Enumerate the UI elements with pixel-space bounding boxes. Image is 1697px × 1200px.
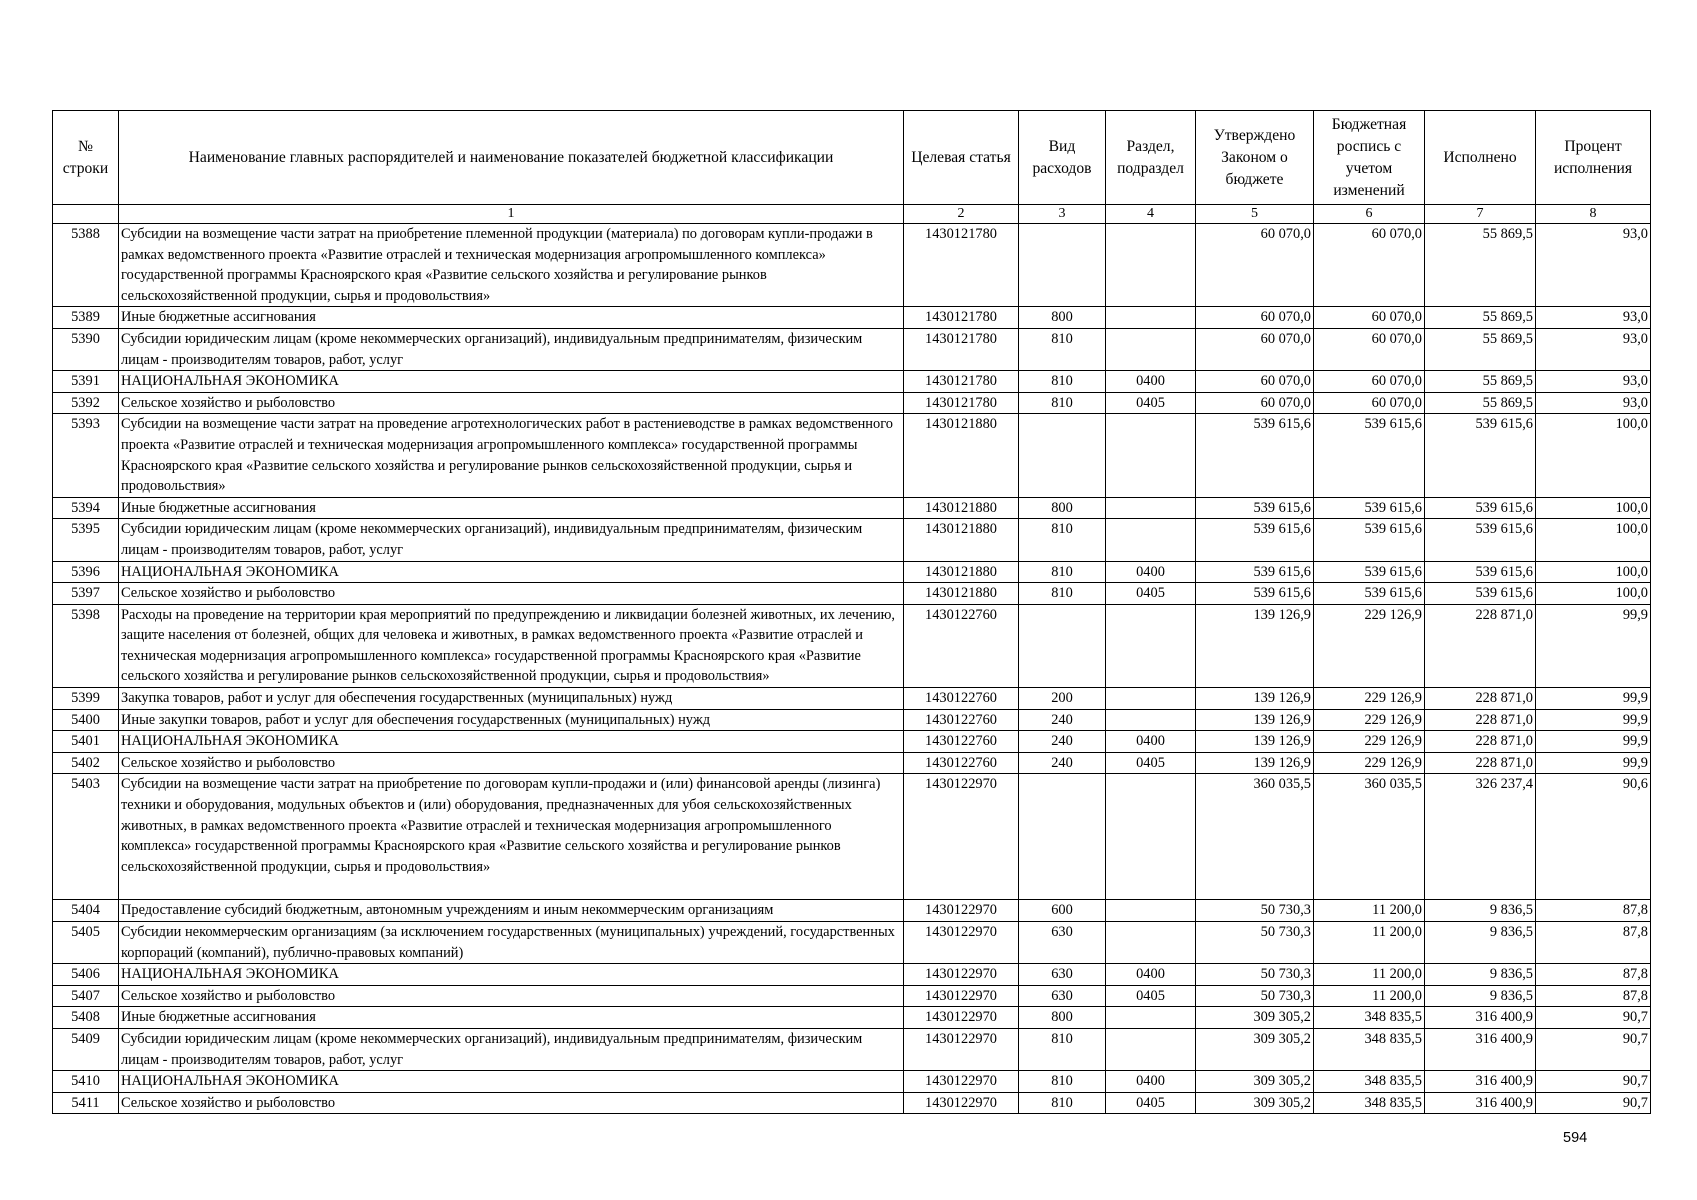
cell-target-article: 1430121880 bbox=[904, 414, 1019, 497]
cell-row-number: 5396 bbox=[53, 561, 119, 583]
cell-target-article: 1430122970 bbox=[904, 1092, 1019, 1114]
cell-percent: 90,7 bbox=[1536, 1028, 1651, 1070]
cell-executed: 228 871,0 bbox=[1425, 604, 1536, 687]
cell-expense-kind: 630 bbox=[1019, 922, 1106, 964]
cell-row-number: 5395 bbox=[53, 519, 119, 561]
column-number: 6 bbox=[1314, 205, 1425, 224]
cell-row-number: 5406 bbox=[53, 964, 119, 986]
cell-executed: 539 615,6 bbox=[1425, 583, 1536, 605]
cell-approved: 139 126,9 bbox=[1196, 604, 1314, 687]
cell-target-article: 1430121780 bbox=[904, 328, 1019, 370]
page-number: 594 bbox=[1563, 1130, 1588, 1146]
table-row bbox=[53, 561, 1651, 583]
column-number: 8 bbox=[1536, 205, 1651, 224]
cell-percent: 100,0 bbox=[1536, 519, 1651, 561]
cell-budget-schedule: 348 835,5 bbox=[1314, 1071, 1425, 1093]
cell-section bbox=[1106, 709, 1196, 731]
cell-section bbox=[1106, 328, 1196, 370]
cell-name: Предоставление субсидий бюджетным, автономным учреждениям и иным некоммерческим организациям bbox=[119, 900, 904, 922]
cell-approved: 539 615,6 bbox=[1196, 497, 1314, 519]
cell-section bbox=[1106, 604, 1196, 687]
column-number: 1 bbox=[119, 205, 904, 224]
cell-executed: 55 869,5 bbox=[1425, 307, 1536, 329]
cell-name: НАЦИОНАЛЬНАЯ ЭКОНОМИКА bbox=[119, 1071, 904, 1093]
table-row bbox=[53, 519, 1651, 561]
cell-name: Иные бюджетные ассигнования bbox=[119, 497, 904, 519]
cell-name: Иные бюджетные ассигнования bbox=[119, 307, 904, 329]
cell-budget-schedule: 539 615,6 bbox=[1314, 414, 1425, 497]
cell-executed: 55 869,5 bbox=[1425, 392, 1536, 414]
cell-budget-schedule: 11 200,0 bbox=[1314, 985, 1425, 1007]
cell-executed: 316 400,9 bbox=[1425, 1071, 1536, 1093]
cell-budget-schedule: 539 615,6 bbox=[1314, 583, 1425, 605]
cell-name: Сельское хозяйство и рыболовство bbox=[119, 392, 904, 414]
cell-section bbox=[1106, 774, 1196, 900]
cell-budget-schedule: 539 615,6 bbox=[1314, 519, 1425, 561]
cell-expense-kind: 810 bbox=[1019, 583, 1106, 605]
table-row bbox=[53, 964, 1651, 986]
column-number bbox=[53, 205, 119, 224]
cell-percent: 93,0 bbox=[1536, 307, 1651, 329]
cell-row-number: 5397 bbox=[53, 583, 119, 605]
cell-executed: 55 869,5 bbox=[1425, 224, 1536, 307]
cell-section: 0405 bbox=[1106, 1092, 1196, 1114]
cell-section bbox=[1106, 688, 1196, 710]
cell-approved: 309 305,2 bbox=[1196, 1092, 1314, 1114]
cell-percent: 100,0 bbox=[1536, 561, 1651, 583]
cell-budget-schedule: 229 126,9 bbox=[1314, 709, 1425, 731]
cell-approved: 139 126,9 bbox=[1196, 688, 1314, 710]
cell-expense-kind: 600 bbox=[1019, 900, 1106, 922]
cell-executed: 326 237,4 bbox=[1425, 774, 1536, 900]
header-row-number: № строки bbox=[53, 111, 119, 205]
table-row bbox=[53, 1071, 1651, 1093]
cell-name: Субсидии юридическим лицам (кроме некоммерческих организаций), индивидуальным предпринимателям, физическим лицам - производителям товаров, работ, услуг bbox=[119, 1028, 904, 1070]
cell-executed: 228 871,0 bbox=[1425, 731, 1536, 753]
cell-expense-kind bbox=[1019, 774, 1106, 900]
cell-approved: 139 126,9 bbox=[1196, 731, 1314, 753]
cell-section: 0400 bbox=[1106, 561, 1196, 583]
cell-executed: 9 836,5 bbox=[1425, 964, 1536, 986]
cell-target-article: 1430121880 bbox=[904, 519, 1019, 561]
cell-executed: 228 871,0 bbox=[1425, 709, 1536, 731]
cell-expense-kind: 810 bbox=[1019, 371, 1106, 393]
header-approved: Утверждено Законом о бюджете bbox=[1196, 111, 1314, 205]
cell-target-article: 1430122970 bbox=[904, 774, 1019, 900]
cell-target-article: 1430122760 bbox=[904, 731, 1019, 753]
cell-expense-kind: 810 bbox=[1019, 1028, 1106, 1070]
cell-approved: 60 070,0 bbox=[1196, 224, 1314, 307]
cell-expense-kind: 810 bbox=[1019, 328, 1106, 370]
cell-percent: 93,0 bbox=[1536, 371, 1651, 393]
cell-expense-kind: 630 bbox=[1019, 964, 1106, 986]
cell-target-article: 1430122760 bbox=[904, 709, 1019, 731]
cell-name: Закупка товаров, работ и услуг для обеспечения государственных (муниципальных) нужд bbox=[119, 688, 904, 710]
cell-budget-schedule: 539 615,6 bbox=[1314, 561, 1425, 583]
cell-expense-kind: 810 bbox=[1019, 519, 1106, 561]
column-number: 2 bbox=[904, 205, 1019, 224]
cell-name: Сельское хозяйство и рыболовство bbox=[119, 1092, 904, 1114]
cell-expense-kind bbox=[1019, 414, 1106, 497]
cell-target-article: 1430121780 bbox=[904, 224, 1019, 307]
cell-section: 0405 bbox=[1106, 392, 1196, 414]
cell-approved: 360 035,5 bbox=[1196, 774, 1314, 900]
cell-percent: 99,9 bbox=[1536, 752, 1651, 774]
cell-target-article: 1430121880 bbox=[904, 561, 1019, 583]
cell-percent: 93,0 bbox=[1536, 328, 1651, 370]
cell-name: Сельское хозяйство и рыболовство bbox=[119, 985, 904, 1007]
cell-name: Сельское хозяйство и рыболовство bbox=[119, 752, 904, 774]
table-row bbox=[53, 604, 1651, 687]
cell-row-number: 5402 bbox=[53, 752, 119, 774]
cell-budget-schedule: 229 126,9 bbox=[1314, 752, 1425, 774]
cell-expense-kind: 810 bbox=[1019, 1092, 1106, 1114]
cell-row-number: 5410 bbox=[53, 1071, 119, 1093]
cell-budget-schedule: 60 070,0 bbox=[1314, 328, 1425, 370]
cell-approved: 50 730,3 bbox=[1196, 985, 1314, 1007]
budget-execution-table bbox=[52, 110, 1651, 1114]
cell-budget-schedule: 11 200,0 bbox=[1314, 964, 1425, 986]
cell-executed: 9 836,5 bbox=[1425, 985, 1536, 1007]
cell-budget-schedule: 229 126,9 bbox=[1314, 604, 1425, 687]
cell-expense-kind: 240 bbox=[1019, 731, 1106, 753]
header-executed: Исполнено bbox=[1425, 111, 1536, 205]
cell-expense-kind: 200 bbox=[1019, 688, 1106, 710]
cell-row-number: 5398 bbox=[53, 604, 119, 687]
cell-expense-kind: 800 bbox=[1019, 307, 1106, 329]
cell-approved: 60 070,0 bbox=[1196, 307, 1314, 329]
cell-percent: 93,0 bbox=[1536, 224, 1651, 307]
cell-section bbox=[1106, 414, 1196, 497]
cell-row-number: 5391 bbox=[53, 371, 119, 393]
cell-executed: 228 871,0 bbox=[1425, 688, 1536, 710]
cell-target-article: 1430122760 bbox=[904, 688, 1019, 710]
column-number: 5 bbox=[1196, 205, 1314, 224]
cell-name: Субсидии на возмещение части затрат на проведение агротехнологических работ в растениеводстве в рамках ведомственного проекта «Развитие отраслей и техническая модернизация агропромышленного комплекса» государственной программы Красноярского края «Развитие сельского хозяйства и регулирование рынков сельскохозяйственной продукции, сырья и продовольствия» bbox=[119, 414, 904, 497]
cell-target-article: 1430122760 bbox=[904, 604, 1019, 687]
header-budget-schedule: Бюджетная роспись с учетом изменений bbox=[1314, 111, 1425, 205]
table-row bbox=[53, 774, 1651, 900]
table-row bbox=[53, 922, 1651, 964]
cell-target-article: 1430122970 bbox=[904, 985, 1019, 1007]
cell-section bbox=[1106, 900, 1196, 922]
cell-target-article: 1430122970 bbox=[904, 1028, 1019, 1070]
cell-row-number: 5411 bbox=[53, 1092, 119, 1114]
table-row bbox=[53, 752, 1651, 774]
cell-name: Расходы на проведение на территории края мероприятий по предупреждению и ликвидации болезней животных, их лечению, защите населения от болезней, общих для человека и животных, в рамках ведомственного проекта «Развитие отраслей и техническая модернизация агропромышленного комплекса» государственной программы Красноярского края «Развитие сельского хозяйства и регулирование рынков сельскохозяйственной продукции, сырья и продовольствия» bbox=[119, 604, 904, 687]
cell-executed: 228 871,0 bbox=[1425, 752, 1536, 774]
cell-approved: 139 126,9 bbox=[1196, 709, 1314, 731]
cell-percent: 90,7 bbox=[1536, 1092, 1651, 1114]
cell-budget-schedule: 60 070,0 bbox=[1314, 371, 1425, 393]
cell-target-article: 1430122970 bbox=[904, 1007, 1019, 1029]
table-row bbox=[53, 583, 1651, 605]
cell-percent: 87,8 bbox=[1536, 922, 1651, 964]
cell-section bbox=[1106, 224, 1196, 307]
column-number-row bbox=[53, 205, 1651, 224]
cell-section bbox=[1106, 307, 1196, 329]
cell-row-number: 5400 bbox=[53, 709, 119, 731]
cell-expense-kind: 810 bbox=[1019, 392, 1106, 414]
table-row bbox=[53, 224, 1651, 307]
cell-expense-kind: 810 bbox=[1019, 1071, 1106, 1093]
cell-section: 0400 bbox=[1106, 731, 1196, 753]
cell-executed: 316 400,9 bbox=[1425, 1007, 1536, 1029]
table-row bbox=[53, 328, 1651, 370]
cell-expense-kind bbox=[1019, 224, 1106, 307]
cell-target-article: 1430121780 bbox=[904, 307, 1019, 329]
header-expense-kind: Вид расходов bbox=[1019, 111, 1106, 205]
cell-name: НАЦИОНАЛЬНАЯ ЭКОНОМИКА bbox=[119, 561, 904, 583]
cell-section: 0400 bbox=[1106, 1071, 1196, 1093]
cell-target-article: 1430121880 bbox=[904, 583, 1019, 605]
cell-expense-kind bbox=[1019, 604, 1106, 687]
cell-expense-kind: 240 bbox=[1019, 752, 1106, 774]
cell-target-article: 1430121780 bbox=[904, 392, 1019, 414]
cell-executed: 55 869,5 bbox=[1425, 371, 1536, 393]
cell-executed: 316 400,9 bbox=[1425, 1092, 1536, 1114]
cell-approved: 309 305,2 bbox=[1196, 1007, 1314, 1029]
table-row bbox=[53, 985, 1651, 1007]
cell-row-number: 5404 bbox=[53, 900, 119, 922]
cell-percent: 90,7 bbox=[1536, 1007, 1651, 1029]
cell-budget-schedule: 348 835,5 bbox=[1314, 1092, 1425, 1114]
cell-budget-schedule: 348 835,5 bbox=[1314, 1007, 1425, 1029]
header-section: Раздел, подраздел bbox=[1106, 111, 1196, 205]
table-row bbox=[53, 709, 1651, 731]
cell-section: 0400 bbox=[1106, 371, 1196, 393]
cell-name: Субсидии юридическим лицам (кроме некоммерческих организаций), индивидуальным предпринимателям, физическим лицам - производителям товаров, работ, услуг bbox=[119, 328, 904, 370]
cell-budget-schedule: 360 035,5 bbox=[1314, 774, 1425, 900]
cell-percent: 87,8 bbox=[1536, 985, 1651, 1007]
cell-budget-schedule: 539 615,6 bbox=[1314, 497, 1425, 519]
cell-section bbox=[1106, 519, 1196, 561]
cell-approved: 50 730,3 bbox=[1196, 922, 1314, 964]
cell-executed: 539 615,6 bbox=[1425, 519, 1536, 561]
cell-section: 0405 bbox=[1106, 752, 1196, 774]
cell-percent: 99,9 bbox=[1536, 709, 1651, 731]
cell-executed: 539 615,6 bbox=[1425, 414, 1536, 497]
table-row bbox=[53, 1007, 1651, 1029]
table-row bbox=[53, 1028, 1651, 1070]
cell-executed: 9 836,5 bbox=[1425, 900, 1536, 922]
cell-row-number: 5388 bbox=[53, 224, 119, 307]
cell-expense-kind: 800 bbox=[1019, 1007, 1106, 1029]
cell-target-article: 1430121780 bbox=[904, 371, 1019, 393]
cell-approved: 539 615,6 bbox=[1196, 561, 1314, 583]
column-number: 3 bbox=[1019, 205, 1106, 224]
cell-expense-kind: 810 bbox=[1019, 561, 1106, 583]
cell-name: НАЦИОНАЛЬНАЯ ЭКОНОМИКА bbox=[119, 731, 904, 753]
cell-percent: 99,9 bbox=[1536, 604, 1651, 687]
table-row bbox=[53, 392, 1651, 414]
header-name: Наименование главных распорядителей и наименование показателей бюджетной классификации bbox=[119, 111, 904, 205]
cell-executed: 9 836,5 bbox=[1425, 922, 1536, 964]
cell-section bbox=[1106, 922, 1196, 964]
cell-approved: 309 305,2 bbox=[1196, 1028, 1314, 1070]
cell-name: НАЦИОНАЛЬНАЯ ЭКОНОМИКА bbox=[119, 371, 904, 393]
cell-percent: 87,8 bbox=[1536, 964, 1651, 986]
cell-budget-schedule: 229 126,9 bbox=[1314, 688, 1425, 710]
cell-percent: 87,8 bbox=[1536, 900, 1651, 922]
cell-executed: 316 400,9 bbox=[1425, 1028, 1536, 1070]
cell-percent: 90,7 bbox=[1536, 1071, 1651, 1093]
table-row bbox=[53, 414, 1651, 497]
cell-section: 0400 bbox=[1106, 964, 1196, 986]
cell-name: Иные бюджетные ассигнования bbox=[119, 1007, 904, 1029]
cell-section: 0405 bbox=[1106, 985, 1196, 1007]
cell-budget-schedule: 11 200,0 bbox=[1314, 922, 1425, 964]
cell-budget-schedule: 60 070,0 bbox=[1314, 307, 1425, 329]
cell-row-number: 5409 bbox=[53, 1028, 119, 1070]
cell-budget-schedule: 11 200,0 bbox=[1314, 900, 1425, 922]
cell-row-number: 5392 bbox=[53, 392, 119, 414]
cell-percent: 93,0 bbox=[1536, 392, 1651, 414]
cell-approved: 50 730,3 bbox=[1196, 900, 1314, 922]
cell-name: Сельское хозяйство и рыболовство bbox=[119, 583, 904, 605]
cell-section bbox=[1106, 497, 1196, 519]
cell-approved: 539 615,6 bbox=[1196, 414, 1314, 497]
cell-approved: 539 615,6 bbox=[1196, 519, 1314, 561]
cell-executed: 55 869,5 bbox=[1425, 328, 1536, 370]
cell-expense-kind: 240 bbox=[1019, 709, 1106, 731]
cell-percent: 100,0 bbox=[1536, 414, 1651, 497]
cell-target-article: 1430122970 bbox=[904, 922, 1019, 964]
cell-name: Субсидии на возмещение части затрат на приобретение по договорам купли-продажи и (или) финансовой аренды (лизинга) техники и оборудования, модульных объектов и (или) оборудования, предназначенных для убоя сельскохозяйственных животных, в рамках ведомственного проекта «Развитие отраслей и техническая модернизация агропромышленного комплекса» государственной программы Красноярского края «Развитие сельского хозяйства и регулирование рынков сельскохозяйственной продукции, сырья и продовольствия» bbox=[119, 774, 904, 900]
table-row bbox=[53, 371, 1651, 393]
cell-row-number: 5393 bbox=[53, 414, 119, 497]
column-number: 7 bbox=[1425, 205, 1536, 224]
cell-target-article: 1430122970 bbox=[904, 900, 1019, 922]
cell-row-number: 5401 bbox=[53, 731, 119, 753]
table-row bbox=[53, 731, 1651, 753]
cell-section: 0405 bbox=[1106, 583, 1196, 605]
cell-row-number: 5408 bbox=[53, 1007, 119, 1029]
cell-row-number: 5405 bbox=[53, 922, 119, 964]
table-row bbox=[53, 688, 1651, 710]
table-row bbox=[53, 497, 1651, 519]
table-row bbox=[53, 307, 1651, 329]
cell-percent: 99,9 bbox=[1536, 731, 1651, 753]
column-number: 4 bbox=[1106, 205, 1196, 224]
cell-name: Субсидии некоммерческим организациям (за исключением государственных (муниципальных) учреждений, государственных корпораций (компаний), публично-правовых компаний) bbox=[119, 922, 904, 964]
cell-row-number: 5407 bbox=[53, 985, 119, 1007]
cell-row-number: 5403 bbox=[53, 774, 119, 900]
cell-row-number: 5399 bbox=[53, 688, 119, 710]
cell-name: Иные закупки товаров, работ и услуг для обеспечения государственных (муниципальных) нужд bbox=[119, 709, 904, 731]
cell-budget-schedule: 60 070,0 bbox=[1314, 224, 1425, 307]
table-header bbox=[53, 111, 1651, 205]
cell-approved: 60 070,0 bbox=[1196, 371, 1314, 393]
cell-budget-schedule: 348 835,5 bbox=[1314, 1028, 1425, 1070]
cell-approved: 139 126,9 bbox=[1196, 752, 1314, 774]
table-body bbox=[53, 205, 1651, 1114]
header-target-article: Целевая статья bbox=[904, 111, 1019, 205]
cell-approved: 539 615,6 bbox=[1196, 583, 1314, 605]
cell-percent: 99,9 bbox=[1536, 688, 1651, 710]
cell-target-article: 1430122970 bbox=[904, 1071, 1019, 1093]
cell-percent: 100,0 bbox=[1536, 583, 1651, 605]
cell-row-number: 5389 bbox=[53, 307, 119, 329]
cell-name: НАЦИОНАЛЬНАЯ ЭКОНОМИКА bbox=[119, 964, 904, 986]
cell-approved: 60 070,0 bbox=[1196, 392, 1314, 414]
cell-name: Субсидии на возмещение части затрат на приобретение племенной продукции (материала) по договорам купли-продажи в рамках ведомственного проекта «Развитие отраслей и техническая модернизация агропромышленного комплекса» государственной программы Красноярского края «Развитие сельского хозяйства и регулирование рынков сельскохозяйственной продукции, сырья и продовольствия» bbox=[119, 224, 904, 307]
cell-budget-schedule: 60 070,0 bbox=[1314, 392, 1425, 414]
cell-target-article: 1430121880 bbox=[904, 497, 1019, 519]
cell-section bbox=[1106, 1028, 1196, 1070]
cell-executed: 539 615,6 bbox=[1425, 497, 1536, 519]
cell-target-article: 1430122760 bbox=[904, 752, 1019, 774]
cell-percent: 100,0 bbox=[1536, 497, 1651, 519]
header-percent: Процент исполнения bbox=[1536, 111, 1651, 205]
table-row bbox=[53, 900, 1651, 922]
cell-percent: 90,6 bbox=[1536, 774, 1651, 900]
cell-budget-schedule: 229 126,9 bbox=[1314, 731, 1425, 753]
cell-approved: 309 305,2 bbox=[1196, 1071, 1314, 1093]
cell-approved: 60 070,0 bbox=[1196, 328, 1314, 370]
cell-executed: 539 615,6 bbox=[1425, 561, 1536, 583]
table-row bbox=[53, 1092, 1651, 1114]
cell-section bbox=[1106, 1007, 1196, 1029]
cell-row-number: 5390 bbox=[53, 328, 119, 370]
cell-name: Субсидии юридическим лицам (кроме некоммерческих организаций), индивидуальным предпринимателям, физическим лицам - производителям товаров, работ, услуг bbox=[119, 519, 904, 561]
cell-expense-kind: 630 bbox=[1019, 985, 1106, 1007]
cell-expense-kind: 800 bbox=[1019, 497, 1106, 519]
cell-target-article: 1430122970 bbox=[904, 964, 1019, 986]
cell-row-number: 5394 bbox=[53, 497, 119, 519]
cell-approved: 50 730,3 bbox=[1196, 964, 1314, 986]
